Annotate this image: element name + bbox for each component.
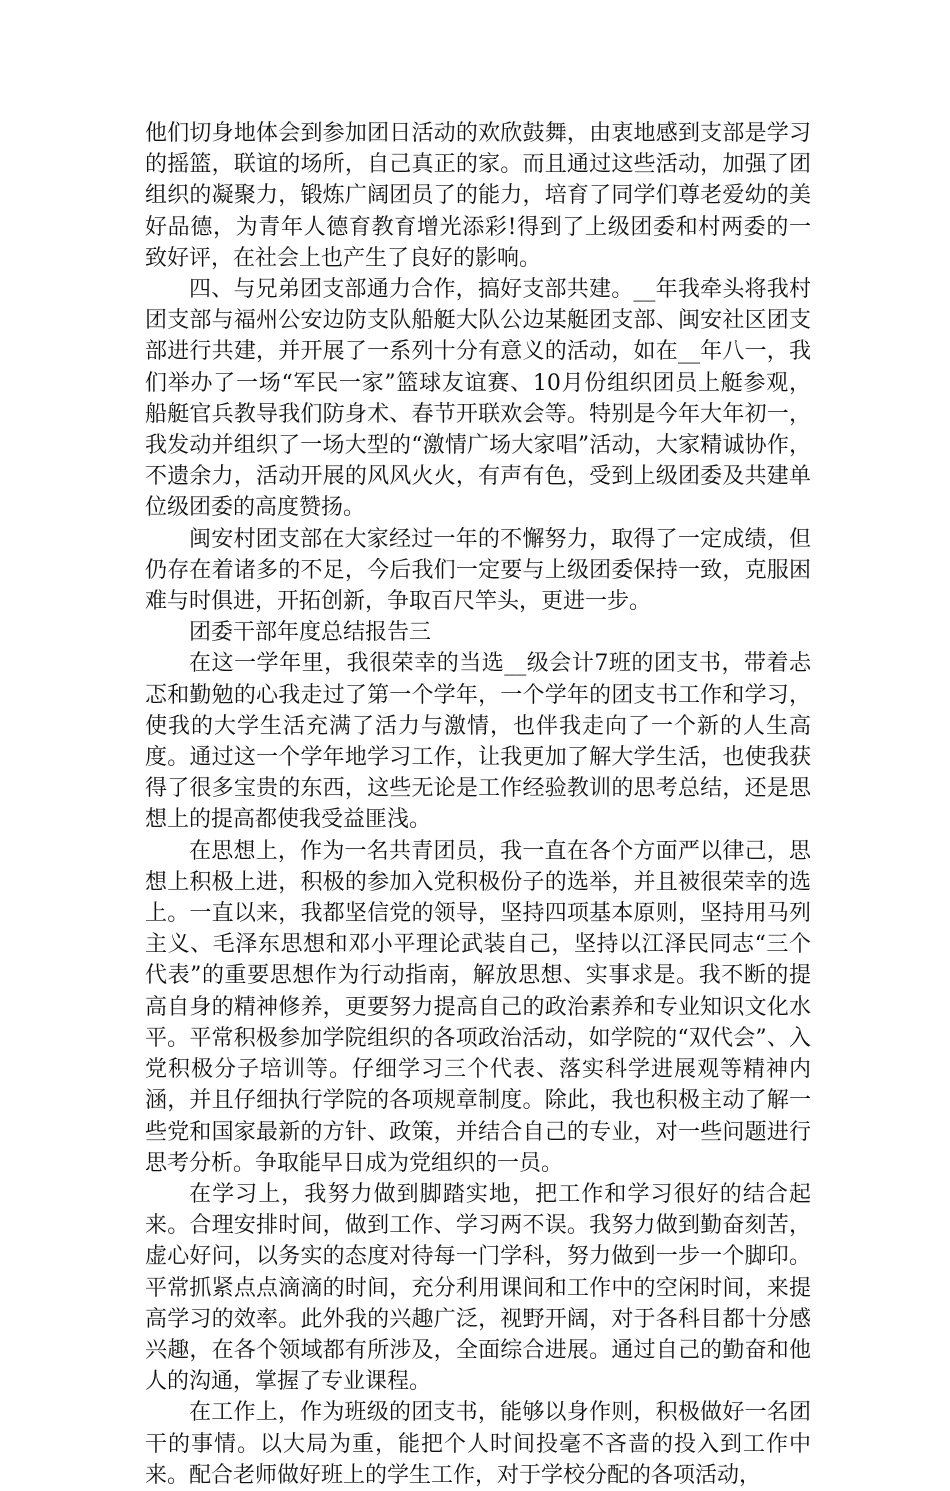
paragraph-work: 在工作上，作为班级的团支书，能够以身作则，积极做好一名团干的事情。以大局为重，能把个人时间投毫不吝啬的投入到工作中来。配合老师做好班上的学生工作，对于学校分配的各项活动， xyxy=(145,1400,811,1488)
section-title-report-three: 团委干部年度总结报告三 xyxy=(189,620,432,646)
paragraph-brother-branch-cooperation: 四、与兄弟团支部通力合作，搞好支部共建。__年我牵头将我村团支部与福州公安边防支队船艇大队公边某艇团支部、闽安社区团支部进行共建，并开展了一系列十分有意义的活动，如在__年八一，我们举办了一场“军民一家”篮球友谊赛、10月份组织团员上艇参观，船艇官兵教导我们防身术、春节开联欢会等。特别是今年大年初一，我发动并组织了一场大型的“激情广场大家唱”活动，大家精诚协作，不遗余力，活动开展的风风火火，有声有色，受到上级团委及共建单位级团委的高度赞扬。 xyxy=(145,277,811,521)
paragraph-continuation: 他们切身地体会到参加团日活动的欢欣鼓舞，由衷地感到支部是学习的摇篮，联谊的场所，自己真正的家。而且通过这些活动，加强了团组织的凝聚力，锻炼广阔团员了的能力，培育了同学们尊老爱幼的美好品德，为青年人德育教育增光添彩!得到了上级团委和村两委的一致好评，在社会上也产生了良好的影响。 xyxy=(145,121,811,271)
paragraph-study: 在学习上，我努力做到脚踏实地，把工作和学习很好的结合起来。合理安排时间，做到工作、学习两不误。我努力做到勤奋刻苦，虚心好问，以务实的态度对待每一门学科，努力做到一步一个脚印。平常抓紧点点滴滴的时间，充分利用课间和工作中的空闲时间，来提高学习的效率。此外我的兴趣广泛，视野开阔，对于各科目都十分感兴趣，在各个领域都有所涉及，全面综合进展。通过自己的勤奋和他人的沟通，掌握了专业课程。 xyxy=(145,1181,811,1395)
paragraph-ideology: 在思想上，作为一名共青团员，我一直在各个方面严以律己，思想上积极上进，积极的参加入党积极份子的选举，并且被很荣幸的选上。一直以来，我都坚信党的领导，坚持四项基本原则，坚持用马列主义、毛泽东思想和邓小平理论武装自己，坚持以江泽民同志“三个代表”的重要思想作为行动指南，解放思想、实事求是。我不断的提高自身的精神修养，更要努力提高自己的政治素养和专业知识文化水平。平常积极参加学院组织的各项政治活动，如学院的“双代会”、入党积极分子培训等。仔细学习三个代表、落实科学进展观等精神内涵，并且仔细执行学院的各项规章制度。除此，我也积极主动了解一些党和国家最新的方针、政策，并结合自己的专业，对一些问题进行思考分析。争取能早日成为党组织的一员。 xyxy=(145,838,811,1176)
paragraph-school-year-intro: 在这一学年里，我很荣幸的当选__级会计7班的团支书，带着忐忑和勤勉的心我走过了第一个学年，一个学年的团支书工作和学习，使我的大学生活充满了活力与激情，也伴我走向了一个新的人生高度。通过这一个学年地学习工作，让我更加了解大学生活，也使我获得了很多宝贵的东西，这些无论是工作经验教训的思考总结，还是思想上的提高都使我受益匪浅。 xyxy=(145,651,811,833)
document-body xyxy=(145,118,811,1491)
paragraph-minan-summary: 闽安村团支部在大家经过一年的不懈努力，取得了一定成绩，但仍存在着诸多的不足，今后我们一定要与上级团委保持一致，克服困难与时俱进，开拓创新，争取百尺竿头，更进一步。 xyxy=(145,526,811,615)
